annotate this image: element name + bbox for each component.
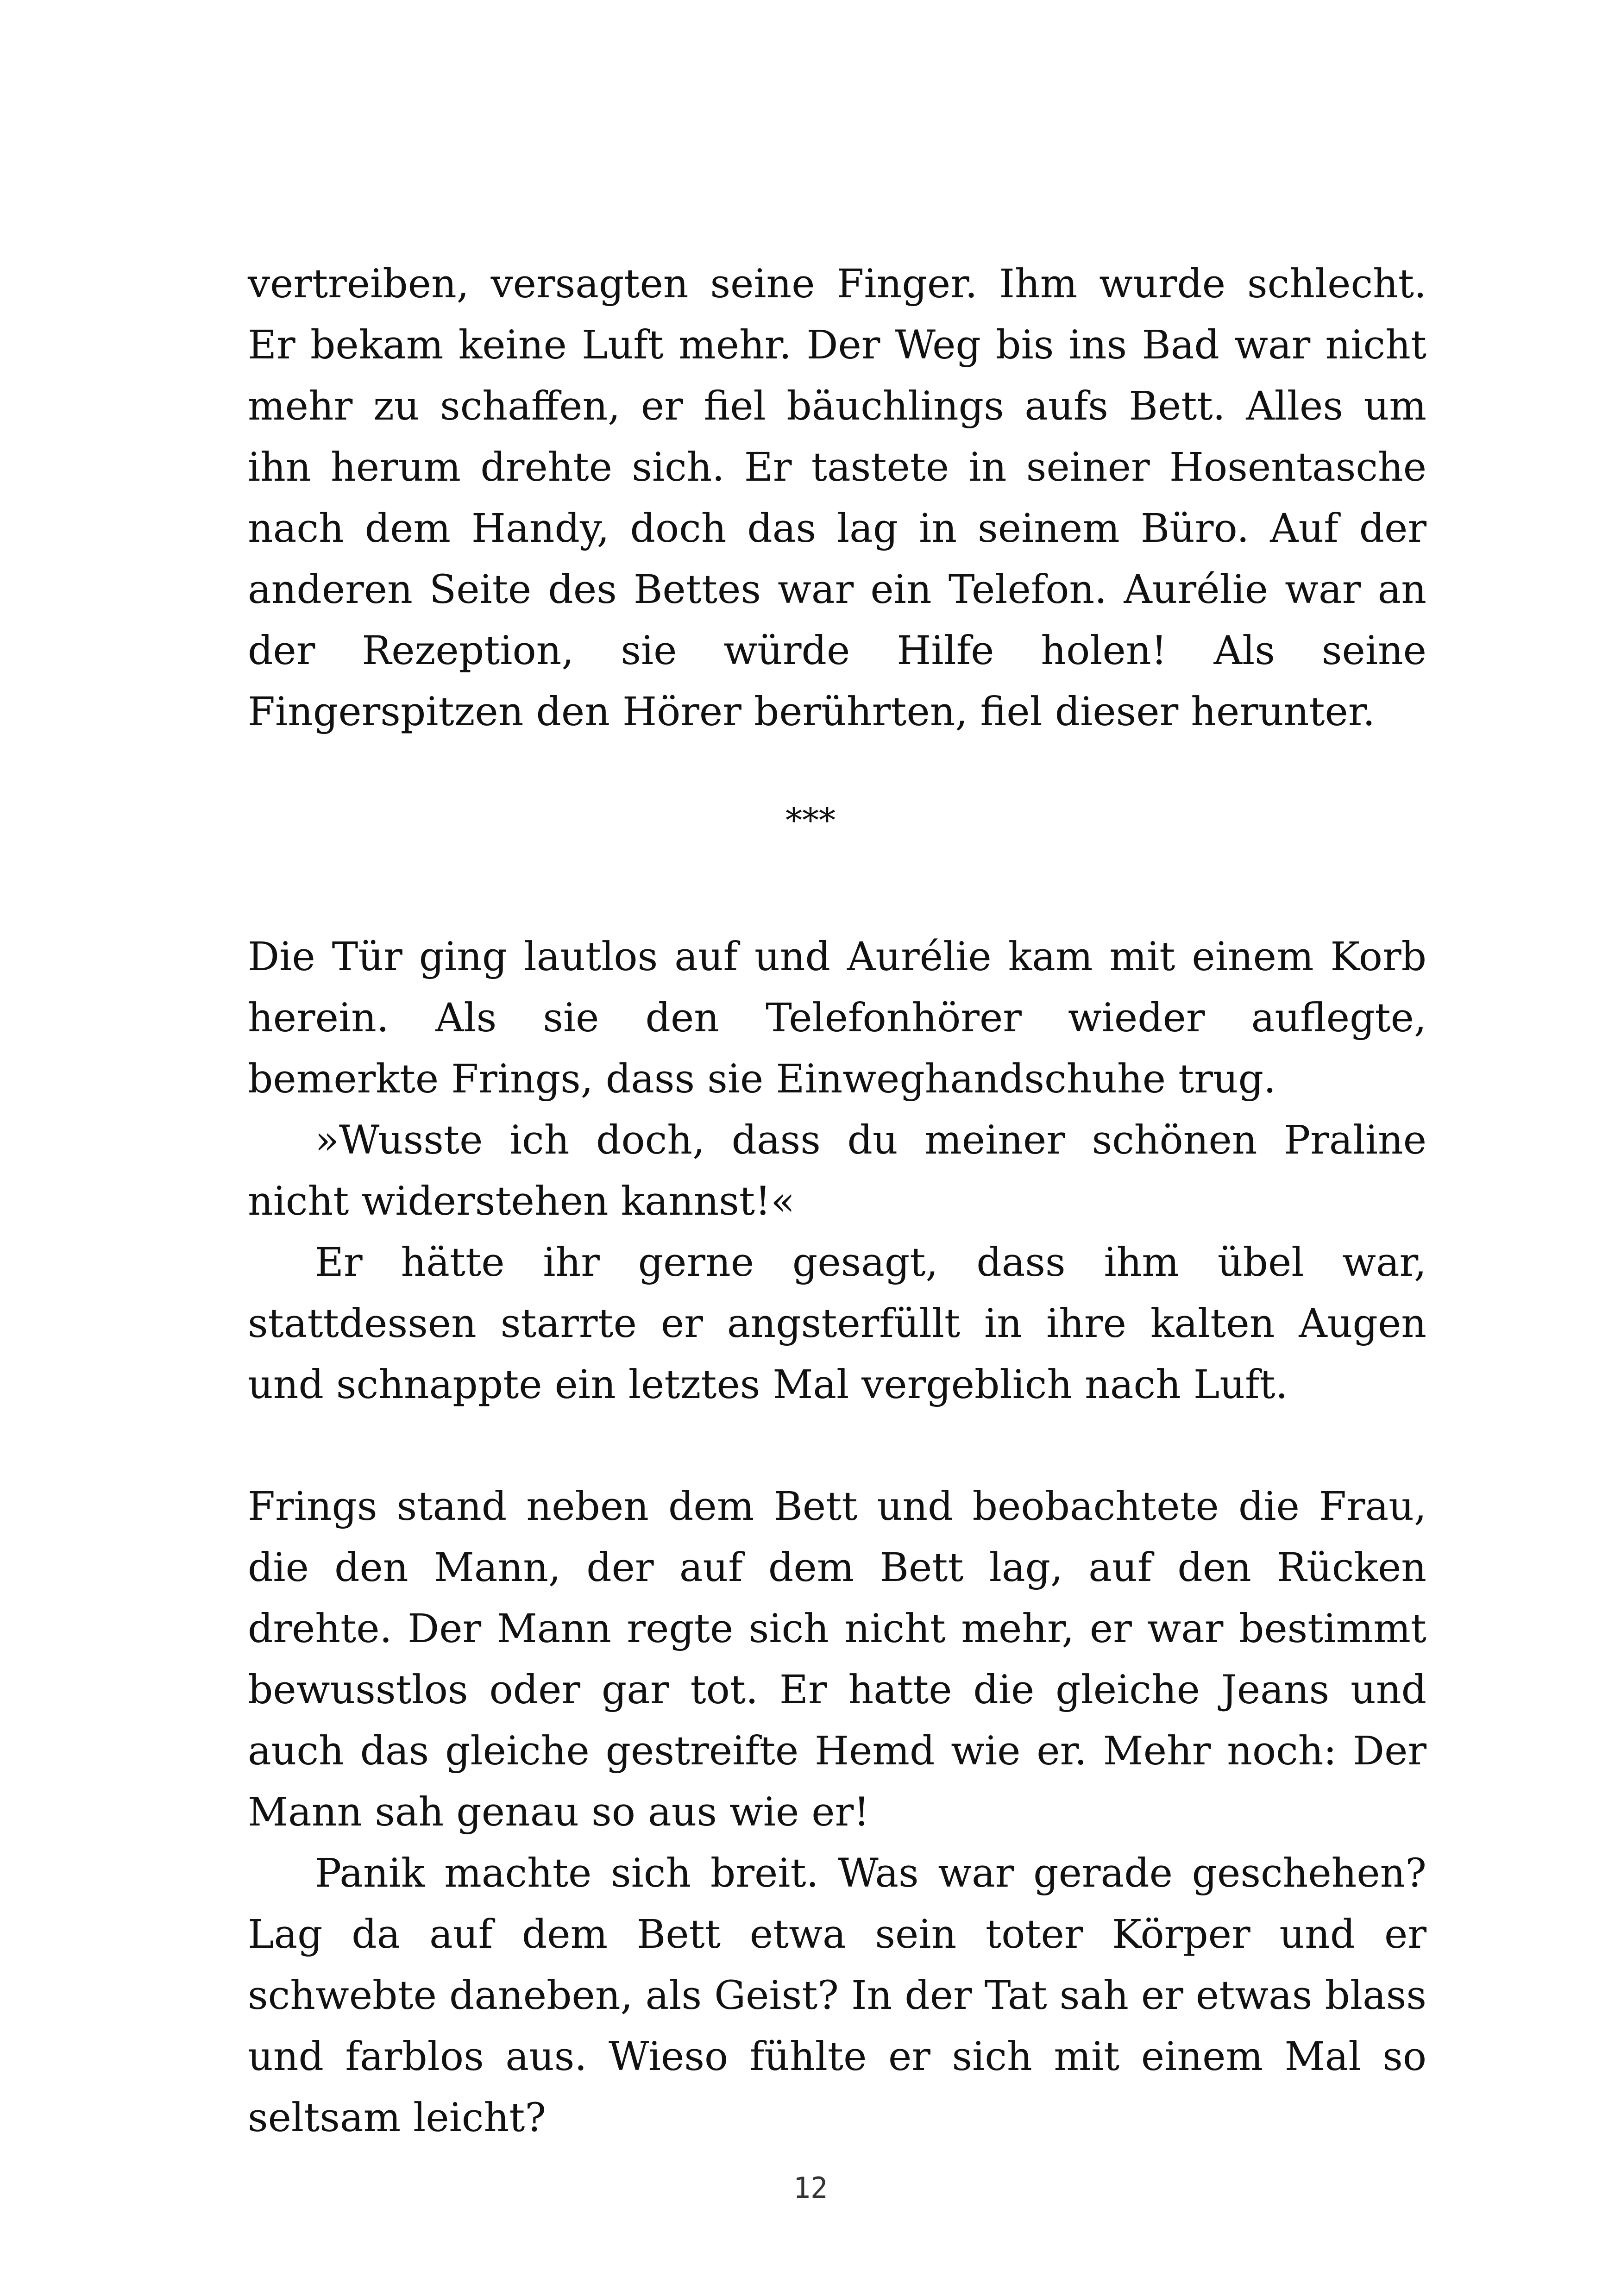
paragraph: vertreiben, versagten seine Finger. Ihm wurde schlecht. Er bekam keine Luft mehr. Der Weg bis ins Bad war nicht mehr zu schaffen, er fiel bäuchlings aufs Bett. Alles um ihn herum drehte sich. Er tastete in seiner Hosentasche nach dem Handy, doch das lag in seinem Büro. Auf der anderen Seite des Bettes war ein Telefon. Aurélie war an der Rezeption, sie würde Hilfe holen! Als seine Fingerspitzen den Hörer berührten, fiel dieser herunter. — [248, 261, 1426, 735]
paragraph: Panik machte sich breit. Was war gerade geschehen? Lag da auf dem Bett etwa sein toter Körper und er schwebte daneben, als Geist? In der Tat sah er etwas blass und farblos aus. Wieso fühlte er sich mit einem Mal so seltsam leicht? — [248, 1851, 1426, 2141]
text-section-1 — [248, 254, 1426, 743]
paragraph: »Wusste ich doch, dass du meiner schönen Praline nicht widerstehen kannst!« — [248, 1117, 1426, 1224]
paragraph: Er hätte ihr gerne gesagt, dass ihm übel war, stattdessen starrte er angsterfüllt in ihre kalten Augen und schnappte ein letztes Mal vergeblich nach Luft. — [248, 1240, 1426, 1408]
section-separator: *** — [785, 801, 836, 840]
text-section-2 — [248, 927, 1426, 1416]
text-section-3 — [248, 1476, 1426, 2149]
paragraph: Frings stand neben dem Bett und beobachtete die Frau, die den Mann, der auf dem Bett lag, auf den Rücken drehte. Der Mann regte sich nicht mehr, er war bestimmt bewusstlos oder gar tot. Er hatte die gleiche Jeans und auch das gleiche gestreifte Hemd wie er. Mehr noch: Der Mann sah genau so aus wie er! — [248, 1484, 1426, 1835]
paragraph: Die Tür ging lautlos auf und Aurélie kam mit einem Korb herein. Als sie den Telefonhörer wieder auflegte, bemerkte Frings, dass sie Einweghandschuhe trug. — [248, 934, 1426, 1102]
page-number: 12 — [793, 2171, 828, 2205]
